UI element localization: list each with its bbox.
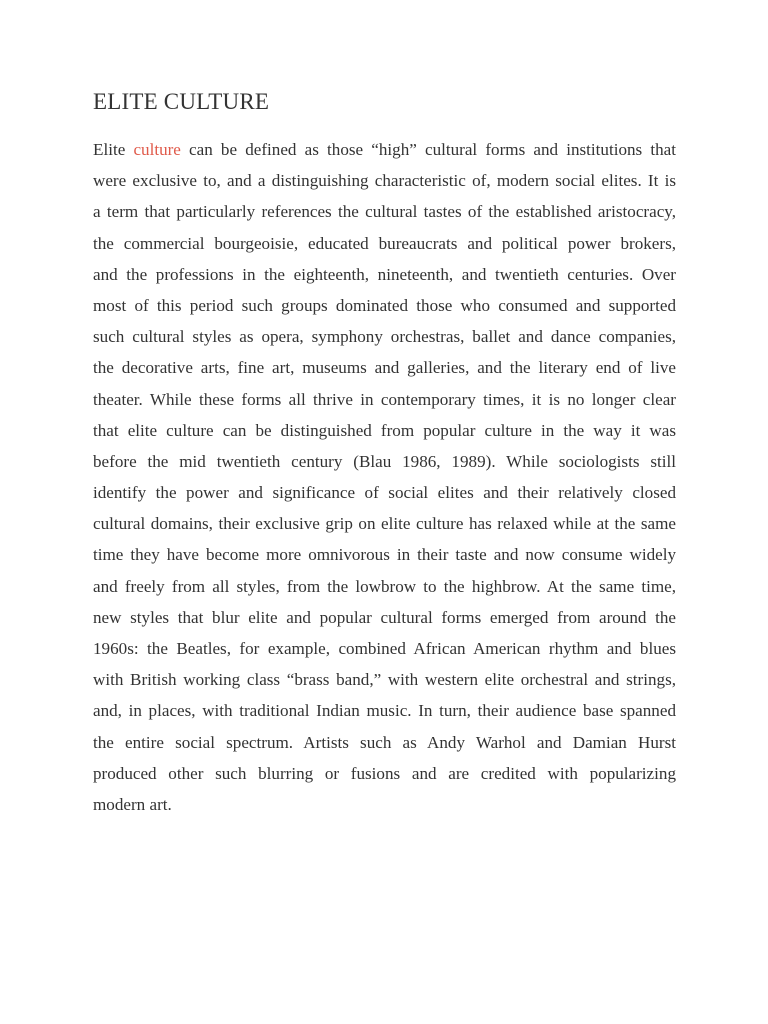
- paragraph-line: before the mid twentieth century (Blau 1986, 1989). While sociologists still: [93, 451, 676, 471]
- paragraph-line: the commercial bourgeoisie, educated bureaucrats and political power brokers,: [93, 233, 676, 253]
- paragraph-line: identify the power and significance of social elites and their relatively closed: [93, 483, 676, 503]
- paragraph-line: such cultural styles as opera, symphony orchestras, ballet and dance companies,: [93, 327, 676, 347]
- paragraph-line: produced other such blurring or fusions and are credited with popularizing: [93, 763, 676, 783]
- line-text: can be defined as those “high” cultural forms and institutions that: [180, 140, 676, 159]
- paragraph-line: a term that particularly references the cultural tastes of the established aristocracy,: [93, 202, 676, 222]
- paragraph-line: time they have become more omnivorous in their taste and now consume widely: [93, 545, 676, 565]
- paragraph-line: most of this period such groups dominated those who consumed and supported: [93, 295, 676, 315]
- paragraph-line: and the professions in the eighteenth, nineteenth, and twentieth centuries. Over: [93, 264, 676, 284]
- paragraph-line: [93, 134, 676, 165]
- paragraph-line: new styles that blur elite and popular cultural forms emerged from around the: [93, 607, 676, 627]
- paragraph-line: and, in places, with traditional Indian music. In turn, their audience base spanned: [93, 701, 676, 721]
- paragraph-line: with British working class “brass band,” with western elite orchestral and strings,: [93, 670, 676, 690]
- body-paragraph: [93, 134, 676, 820]
- paragraph-line: were exclusive to, and a distinguishing characteristic of, modern social elites. It is: [93, 171, 676, 191]
- paragraph-line: modern art.: [93, 794, 172, 814]
- paragraph-line: cultural domains, their exclusive grip on elite culture has relaxed while at the same: [93, 514, 676, 534]
- paragraph-line: and freely from all styles, from the lowbrow to the highbrow. At the same time,: [93, 576, 676, 596]
- paragraph-line: the entire social spectrum. Artists such as Andy Warhol and Damian Hurst: [93, 732, 676, 752]
- paragraph-line: that elite culture can be distinguished from popular culture in the way it was: [93, 420, 676, 440]
- paragraph-line: the decorative arts, fine art, museums and galleries, and the literary end of live: [93, 358, 676, 378]
- line-text: Elite: [93, 140, 134, 159]
- page-title: ELITE CULTURE: [93, 89, 270, 114]
- paragraph-line: 1960s: the Beatles, for example, combined African American rhythm and blues: [93, 639, 676, 658]
- paragraph-line: theater. While these forms all thrive in contemporary times, it is no longer clear: [93, 389, 676, 409]
- culture-link[interactable]: culture: [133, 140, 181, 159]
